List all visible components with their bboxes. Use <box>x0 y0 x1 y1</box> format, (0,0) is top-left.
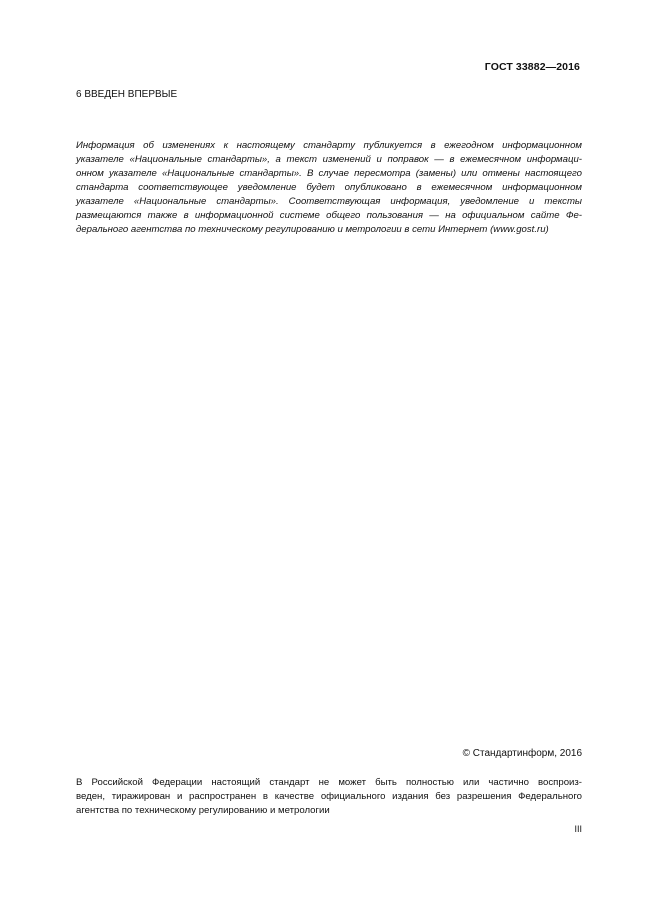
document-code: ГОСТ 33882—2016 <box>484 61 580 73</box>
notice-line: указателе «Национальные стандарты», а текст изменений и поправок — в ежемесячном информаци- <box>76 154 582 165</box>
notice-line: указателе «Национальные стандарты». Соответствующая информация, уведомление и тексты <box>76 196 582 207</box>
intro-statement: 6 ВВЕДЕН ВПЕРВЫЕ <box>76 89 178 100</box>
notice-line: дерального агентства по техническому регулированию и метрологии в сети Интернет (www.gost.ru) <box>76 224 549 235</box>
notice-line: Информация об изменениях к настоящему стандарту публикуется в ежегодном информационном <box>76 140 582 151</box>
change-notice-paragraph <box>76 139 582 237</box>
rights-paragraph <box>76 776 582 818</box>
notice-line: размещаются также в информационной системе общего пользования — на официальном сайте Фе- <box>76 210 582 221</box>
rights-line: В Российской Федерации настоящий стандарт не может быть полностью или частично воспроиз- <box>76 777 582 788</box>
page-number: III <box>574 824 582 834</box>
rights-line: веден, тиражирован и распространен в качестве официального издания без разрешения Федерального <box>76 791 582 802</box>
rights-line: агентства по техническому регулированию и метрологии <box>76 805 330 816</box>
notice-line: стандарта соответствующее уведомление будет опубликовано в ежемесячном информационном <box>76 182 582 193</box>
copyright-line: © Стандартинформ, 2016 <box>462 748 582 759</box>
notice-line: онном указателе «Национальные стандарты». В случае пересмотра (замены) или отмены настоящего <box>76 168 582 179</box>
